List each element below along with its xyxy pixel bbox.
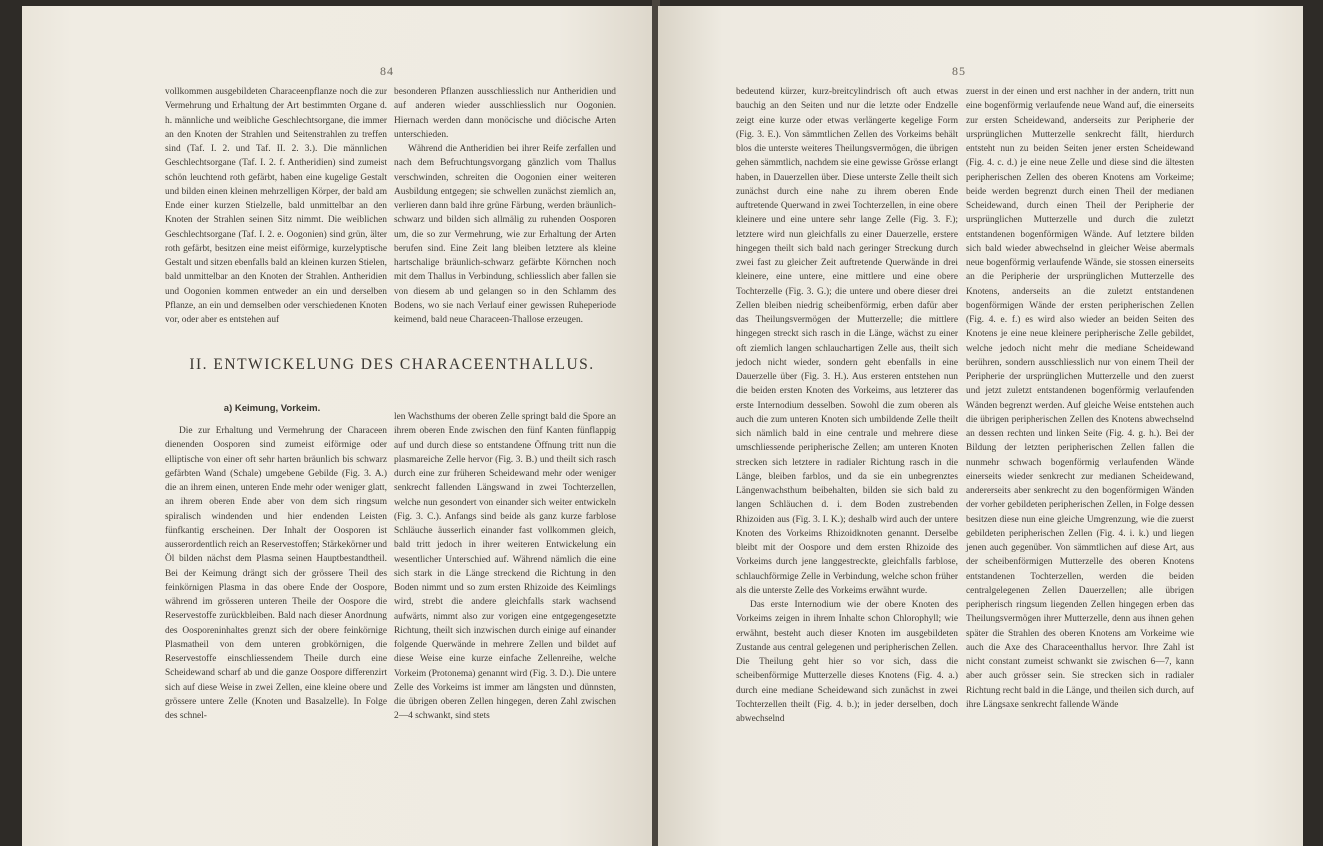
- section-title: II. ENTWICKELUNG DES CHARACEENTHALLUS.: [189, 356, 595, 373]
- right-column-1: [736, 85, 958, 726]
- left-page: [22, 6, 654, 846]
- paragraph: besonderen Pflanzen ausschliesslich nur Antheridien und auf anderen wieder ausschliesslich nur Oogonien. Hiernach werden dann monöcische und diöcische Arten unterschieden.: [394, 87, 616, 140]
- paragraph: zuerst in der einen und erst nachher in der andern, tritt nun eine bogenförmig verlaufende neue Wand auf, die einerseits zur ersten Scheidewand, anderseits zur Peripherie der ursprünglichen Mutterzelle senkrecht fällt, hierdurch entsteht nun zu beiden Seiten jener ersten Scheidewand (Fig. 4. c. d.) je eine neue Zelle und diese sind die ältesten peripherischen Zellen des oberen Knotens am Vorkeime; beide werden begrenzt durch einen Theil der medianen Scheidewand, durch einen Theil der Peripherie der ursprünglichen Mutterzelle und durch die zuletzt entstandenen bogenförmigen Wände. Auf letztere bilden sich bald wieder abwechselnd in gleicher Weise abermals neue bogenförmig verlaufende Wände, sie stossen einerseits an die Peripherie der ursprünglichen Mutterzelle des Knotens, anderseits an die zuletzt entstandenen bogenförmigen Wände der ersten peripherischen Zellen (Fig. 4. e. f.) es wird also wieder an beiden Seiten des Knotens je eine neue kleinere peripherische Zelle gebildet, welche jedoch nicht mehr die mediane Scheidewand berühren, sondern ausschliesslich nur von einem Theil der Peripherie der ursprünglichen Mutterzelle und den zuerst und jetzt zuletzt entstandenen bogenförmig verlaufenden Wänden begrenzt werden. Auf gleiche Weise entstehen auch die übrigen peripherischen Zellen des Knotens abwechselnd an dessen rechten und linken Seite (Fig. 4. g. h.). Bei der Bildung der letzten peripherischen Zellen fallen die nunmehr schwach bogenförmig verlaufenden Wände einerseits wieder senkrecht zur medianen Scheidewand, andererseits aber senkrecht zu den bogenförmigen Wänden der vorher gebildeten peripherischen Zellen, in Folge dessen besitzen diese nun eine gleiche Umgrenzung, wie die zuerst gebildeten peripherischen Zellen (Fig. 4. i. k.) und liegen jenen auch gegenüber. Von sämmtlichen auf diese Art, aus der scheibenförmigen Mutterzelle des oberen Knotens entstandenen Tochterzellen, werden die beiden centralgelegenen Zellen Dauerzellen; alle übrigen peripherisch ringsum liegenden Zellen hingegen erben das Theilungsvermögen ihrer Mutterzelle, denn aus ihnen gehen später die Strahlen des oberen Knotens am Vorkeime wie auch die Axe des Characeenthallus hervor. Ihre Zahl ist nicht constant zumeist schwankt sie zwischen 6—7, kann aber auch grösser sein. Sie strecken sich in radialer Richtung recht bald in die Länge, und theilen sich durch, auf ihre Längsaxe senkrecht fallende Wände: [966, 87, 1194, 710]
- paragraph: vollkommen ausgebildeten Characeenpflanze noch die zur Vermehrung und Erhaltung der Art bestimmten Organe d. h. männliche und weibliche Geschlechtsorgane, die immer an den Knoten der Strahlen und Seitenstrahlen zu treffen sind (Taf. I. 2. und Taf. II. 2. 3.). Die männlichen Geschlechtsorgane (Taf. I. 2. f. Antheridien) sind zumeist schön leuchtend roth gefärbt, haben eine kugelige Gestalt und bilden einen kleinen mehrzelligen Körper, der bald am Ende einer kurzen Stielzelle, bald unmittelbar an den Knoten der Strahlen seinen Sitz nimmt. Die weiblichen Geschlechtsorgane (Taf. I. 2. e. Oogonien) sind grün, älter roth gefärbt, besitzen eine meist eiförmige, kurzelyptische Gestalt und sitzen ebenfalls bald an kleinen kurzen Stielen, bald unmittelbar an den Knoten der Strahlen. Antheridien und Oogonien kommen entweder an ein und derselben Pflanze, an ein und demselben oder verschiedenen Knoten vor, oder aber es entstehen auf: [165, 87, 387, 325]
- left-column-bottom-1: [165, 424, 387, 723]
- paragraph: Die zur Erhaltung und Vermehrung der Characeen dienenden Oosporen sind zumeist eiförmige oder elliptische von einer oft sehr harten bräunlich bis schwarz gefärbten Wand (Schale) umgebene Gebilde (Fig. 3. A.) die an ihrem einen, unteren Ende mehr oder weniger glatt, an ihrem oberen Ende aber von dem sich ringsum spiralisch windenden und hier endenden Leisten fünfkantig erscheinen. Der Inhalt der Oosporen ist ausserordentlich reich an Reservestoffen; Stärkekörner und Öl bilden nächst dem Plasma seinen Hauptbestandtheil. Bei der Keimung drängt sich der grössere Theil des feinkörnigen Plasma in das obere Ende der Oospore, während im grösseren unteren Theile der Oospore die Reservestoffe zurückbleiben. Bald nach dieser Anordnung des Oosporeninhaltes grenzt sich der obere feinkörnige Plasmatheil von dem unteren grobkörnigen, die Reservestoffe einschliessendem Theile durch eine Scheidewand scharf ab und die ganze Oospore differenzirt sich auf diese Weise in zwei Zellen, eine kleine obere und grössere untere Zelle (Knoten und Basalzelle). In Folge des schnel-: [165, 426, 387, 721]
- left-column-top-2: [394, 85, 616, 327]
- left-column-bottom-2: [394, 410, 616, 724]
- left-book-edge: [0, 0, 22, 846]
- paragraph: Während die Antheridien bei ihrer Reife zerfallen und nach dem Befruchtungsvorgang gänzlich vom Thallus verschwinden, schreiten die Oogonien einer weiteren Ausbildung entgegen; sie schwellen zunächst ziemlich an, verlieren dann bald ihre grüne Färbung, werden bräunlich-schwarz und bilden sich allmälig zu ruhenden Oosporen um, die so zur Vermehrung, wie zur Erhaltung der Arten berufen sind. Eine Zeit lang bleiben letztere als kleine hartschalige bräunlich-schwarz gefärbte Körnchen noch mit dem Thallus in Verbindung, schliesslich aber fallen sie von diesem ab und gelangen so in den Schlamm des Bodens, wo sie nach Verlauf einer gewissen Ruheperiode keimend, bald neue Characeen-Thallose erzeugen.: [394, 144, 616, 325]
- page-number-right: 85: [952, 64, 966, 78]
- paragraph: len Wachsthums der oberen Zelle springt bald die Spore an ihrem oberen Ende zwischen den fünf Kanten fünflappig auf und durch diese so entstandene Öffnung tritt nun die plasmareiche Zelle hervor (Fig. 3. B.) und theilt sich rasch durch eine zur früheren Scheidewand mehr oder weniger senkrecht fallenden Längswand in zwei Tochterzellen, welche nun gesondert von einander sich weiter entwickeln (Fig. 3. C.). Anfangs sind beide als ganz kurze farblose Schläuche äusserlich einander fast vollkommen gleich, bald tritt jedoch in ihrer weiteren Entwickelung ein wesentlicher Unterschied auf. Während nämlich die eine sich stark in die Länge streckend die Richtung in den Boden nimmt und so zum ersten Rhizoide des Keimlings wird, strebt die andere gleichfalls stark wachsend aufwärts, nimmt also zur vorigen eine entgegengesetzte Richtung, theilt sich inzwischen durch einige auf einander folgende Querwände in mehrere Zellen und bildet auf diese Weise eine kurze einfache Zellenreihe, welche Vorkeim (Protonema) genannt wird (Fig. 3. D.). Die untere Zelle des Vorkeims ist immer am längsten und dünnsten, die übrigen oberen Zellen hingegen, deren Zahl zwischen 2—4 schwankt, sind stets: [394, 412, 616, 722]
- right-book-edge: [1303, 0, 1323, 846]
- left-column-top-1: [165, 85, 387, 327]
- subsection-heading: a) Keimung, Vorkeim.: [223, 403, 321, 414]
- paragraph: bedeutend kürzer, kurz-breitcylindrisch oft auch etwas bauchig an den Seiten und nur die letzte oder Endzelle zeigt eine kurze oder etwas verlängerte kegelige Form (Fig. 3. E.). Von sämmtlichen Zellen des Vorkeims behält blos die unterste weiteres Theilungsvermögen, die übrigen gehen sämmtlich, nachdem sie eine gewisse Grösse erlangt haben, in Dauerzellen über. Diese unterste Zelle theilt sich zunächst durch eine nahe zu ihrem oberen Ende auftretende Querwand in zwei Tochterzellen, in eine obere kleinere und eine untere sehr lange Zelle (Fig. 3. F.); letztere wird nun gleichfalls zu einer Dauerzelle, erstere hingegen theilt sich bald nach geringer Streckung durch zwei fast zu gleicher Zeit auftretende Querwände in drei kleinere, eine untere, eine mittlere und eine obere Tochterzelle (Fig. 3. G.); die untere und obere dieser drei Zellen bleiben niedrig scheibenförmig, erben dafür aber das Theilungsvermögen der Mutterzelle; die mittlere hingegen streckt sich rasch in die Länge, wächst zu einer oft ziemlich langen schlauchartigen Zelle aus, theilt sich jedoch nicht wieder, sondern geht ebenfalls in eine Dauerzelle über (Fig. 3. H.). Aus ersteren entstehen nun die beiden ersten Knoten des Vorkeims, aus letzterer das erste Internodium desselben. Sowohl die zum oberen als auch die zum unteren Knoten sich umbildende Zelle theilt sich nämlich bald in eine centrale und mehrere diese umschliessende peripherische Zellen; am unteren Knoten strecken sich letztere in radialer Richtung rasch in die Länge, bleiben farblos, und da sie ein unbegrenztes Längenwachsthum beibehalten, bilden sie sich bald zu langen Schläuchen d. i. dem Boden zustrebenden Rhizoiden aus (Fig. 3. I. K.); deshalb wird auch der untere Knoten des Vorkeims Rhizoidknoten genannt. Derselbe bleibt mit der Oospore und dem ersten Rhizoide des Vorkeims durch jene langgestreckte, gleichfalls farblose, schlauchförmige Zelle in Verbindung, welche schon früher als die unterste Zelle des Vorkeims erwähnt wurde.: [736, 87, 958, 596]
- right-column-2: [966, 85, 1194, 712]
- right-page: [658, 6, 1303, 846]
- paragraph: Das erste Internodium wie der obere Knoten des Vorkeims zeigen in ihrem Inhalte schon Chlorophyll; wie erwähnt, besteht auch dieser Knoten im ausgebildeten Zustande aus central gelegenen und peripherischen Zellen. Die Theilung geht hier so vor sich, dass die scheibenförmige Mutterzelle dieses Knotens (Fig. 4. a.) durch eine mediane Scheidewand sich zunächst in zwei Tochterzellen theilt (Fig. 4. b.); in jeder derselben, doch abwechselnd: [736, 600, 958, 724]
- page-number-left: 84: [380, 64, 394, 78]
